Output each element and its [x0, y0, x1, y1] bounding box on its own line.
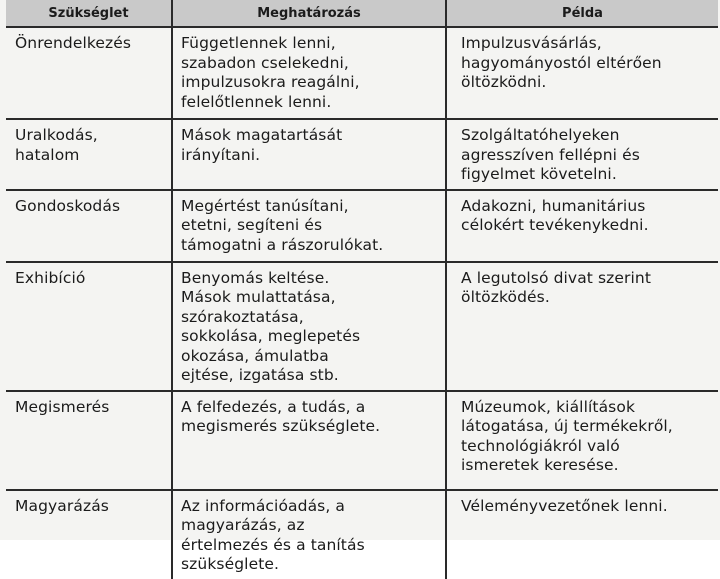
header-definition: Meghatározás [172, 0, 446, 27]
table-row [6, 190, 718, 262]
example-cell: Véleményvezetőnek lenni. [461, 496, 668, 515]
table-row [6, 119, 718, 190]
need-cell: Gondoskodás [6, 190, 172, 262]
example-cell: Adakozni, humanitárius célokért tevékenykedni. [446, 190, 718, 262]
table-header [6, 0, 718, 27]
definition-cell: Az információadás, a magyarázás, az értelmezés és a tanítás szükséglete. [172, 490, 446, 579]
need-cell: Magyarázás [6, 490, 172, 579]
need-cell: Önrendelkezés [6, 27, 172, 119]
example-cell: Szolgáltatóhelyeken agresszíven fellépni és figyelmet követelni. [446, 119, 718, 190]
need-cell: Exhibíció [6, 262, 172, 391]
table-row [6, 27, 718, 119]
need-cell: Megismerés [6, 391, 172, 490]
table-row [6, 391, 718, 490]
definition-cell: Mások magatartását irányítani. [172, 119, 446, 190]
table-row [6, 490, 718, 579]
table-row [6, 262, 718, 391]
needs-table [6, 0, 718, 579]
table-body [6, 27, 718, 579]
definition-cell: Benyomás keltése. Mások mulattatása, szórakoztatása, sokkolása, meglepetés okozása, ámulatba ejtése, izgatása stb. [172, 262, 446, 391]
example-cell: A legutolsó divat szerint öltözködés. [446, 262, 718, 391]
header-example: Példa [446, 0, 718, 27]
example-cell: Múzeumok, kiállítások látogatása, új termékekről, technológiákról való ismeretek keresése. [446, 391, 718, 490]
example-cell: Impulzusvásárlás, hagyományostól eltérően öltözködni. [446, 27, 718, 119]
header-row [6, 0, 718, 27]
definition-cell: Megértést tanúsítani, etetni, segíteni és támogatni a rászorulókat. [172, 190, 446, 262]
need-cell: Uralkodás, hatalom [6, 119, 172, 190]
definition-cell: Függetlennek lenni, szabadon cselekedni, impulzusokra reagálni, felelőtlennek lenni. [172, 27, 446, 119]
definition-cell: A felfedezés, a tudás, a megismerés szükséglete. [172, 391, 446, 490]
header-need: Szükséglet [6, 0, 172, 27]
